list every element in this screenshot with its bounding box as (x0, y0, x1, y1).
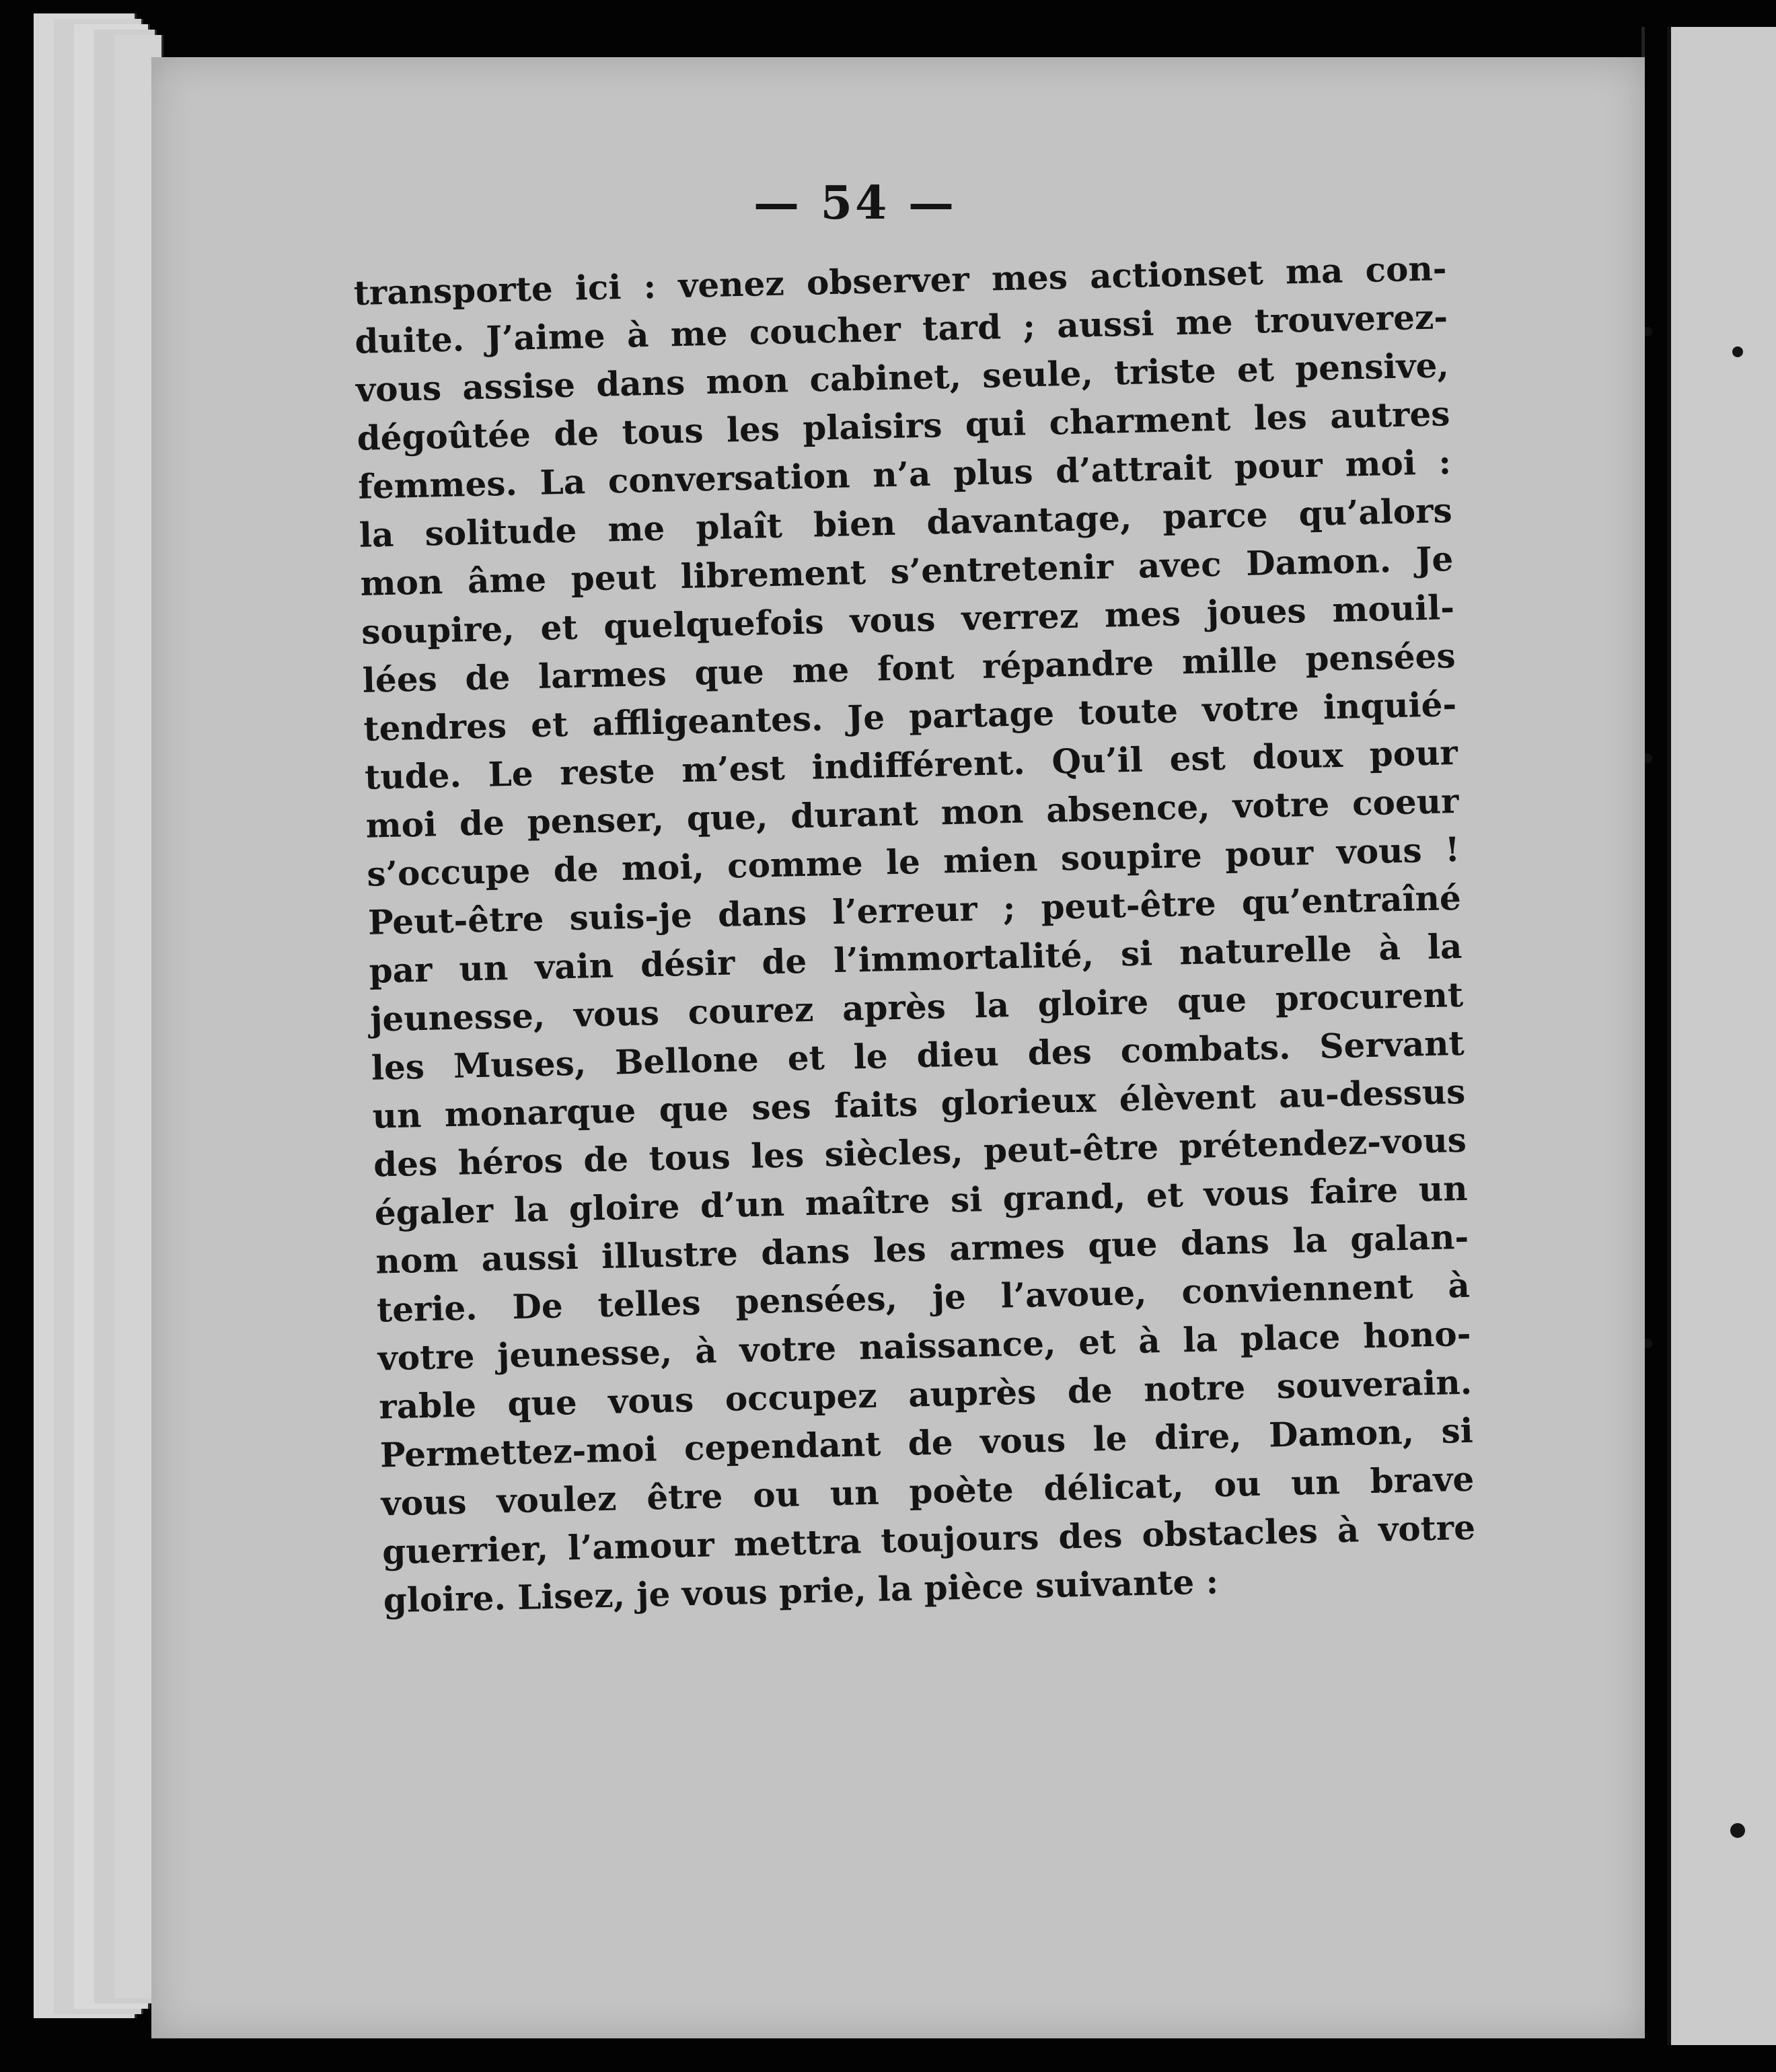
text-line: vous assise dans mon cabinet, seule, triste et pensive, (355, 345, 1450, 410)
text-line: moi de penser, que, durant mon absence, votre coeur (365, 780, 1460, 846)
text-line: transporte ici : venez observer mes actionset ma con- (353, 248, 1448, 313)
text-line: gloire. Lisez, je vous prie, la pièce suivante : (383, 1561, 1219, 1621)
text-line: tude. Le reste m’est indifférent. Qu’il est doux pour (364, 732, 1458, 797)
ink-speck (1732, 346, 1743, 357)
text-line: tendres et affligeantes. Je partage toute votre inquié- (363, 683, 1457, 749)
ink-speck (1730, 1823, 1745, 1838)
text-line: Peut-être suis-je dans l’erreur ; peut-être qu’entraîné (367, 877, 1462, 942)
text-line: des héros de tous les siècles, peut-être prétendez-vous (373, 1119, 1467, 1185)
text-line: s’occupe de moi, comme le mien soupire pour vous ! (366, 829, 1460, 894)
text-line: femmes. La conversation n’a plus d’attrait pour moi : (357, 442, 1452, 507)
text-line: guerrier, l’amour mettra toujours des obstacles à votre (381, 1507, 1476, 1572)
text-line: soupire, et quelquefois vous verrez mes joues mouil- (361, 587, 1455, 652)
text-line: par un vain désir de l’immortalité, si naturelle à la (369, 926, 1463, 991)
text-line: duite. J’aime à me coucher tard ; aussi me trouverez- (354, 297, 1448, 361)
text-line: les Muses, Bellone et le dieu des combats. Servant (371, 1023, 1465, 1088)
text-line: mon âme peut librement s’entretenir avec Damon. Je (359, 539, 1454, 603)
text-line: vous voulez être ou un poète délicat, ou un brave (380, 1458, 1475, 1524)
page-number: — 54 — (753, 176, 957, 230)
text-line: jeunesse, vous courez après la gloire que procurent (369, 974, 1464, 1039)
text-line: votre jeunesse, à votre naissance, et à la place hono- (377, 1313, 1471, 1378)
text-line: nom aussi illustre dans les armes que dans la galan- (375, 1216, 1469, 1282)
text-line: terie. De telles pensées, je l’avoue, conviennent à (376, 1265, 1471, 1330)
text-line: lées de larmes que me font répandre mille pensées (362, 635, 1456, 700)
text-line: la solitude me plaît bien davantage, parce qu’alors (359, 490, 1453, 555)
text-line: égaler la gloire d’un maître si grand, et vous faire un (374, 1168, 1469, 1233)
text-line: un monarque que ses faits glorieux élèvent au-dessus (371, 1071, 1466, 1136)
text-line: Permettez-moi cependant de vous le dire, Damon, si (379, 1410, 1474, 1475)
body-text (353, 244, 1477, 1625)
text-line: dégoûtée de tous les plaisirs qui charment les autres (357, 394, 1450, 458)
facing-page-strip (1667, 27, 1776, 2045)
text-line: rable que vous occupez auprès de notre souverain. (378, 1362, 1473, 1427)
